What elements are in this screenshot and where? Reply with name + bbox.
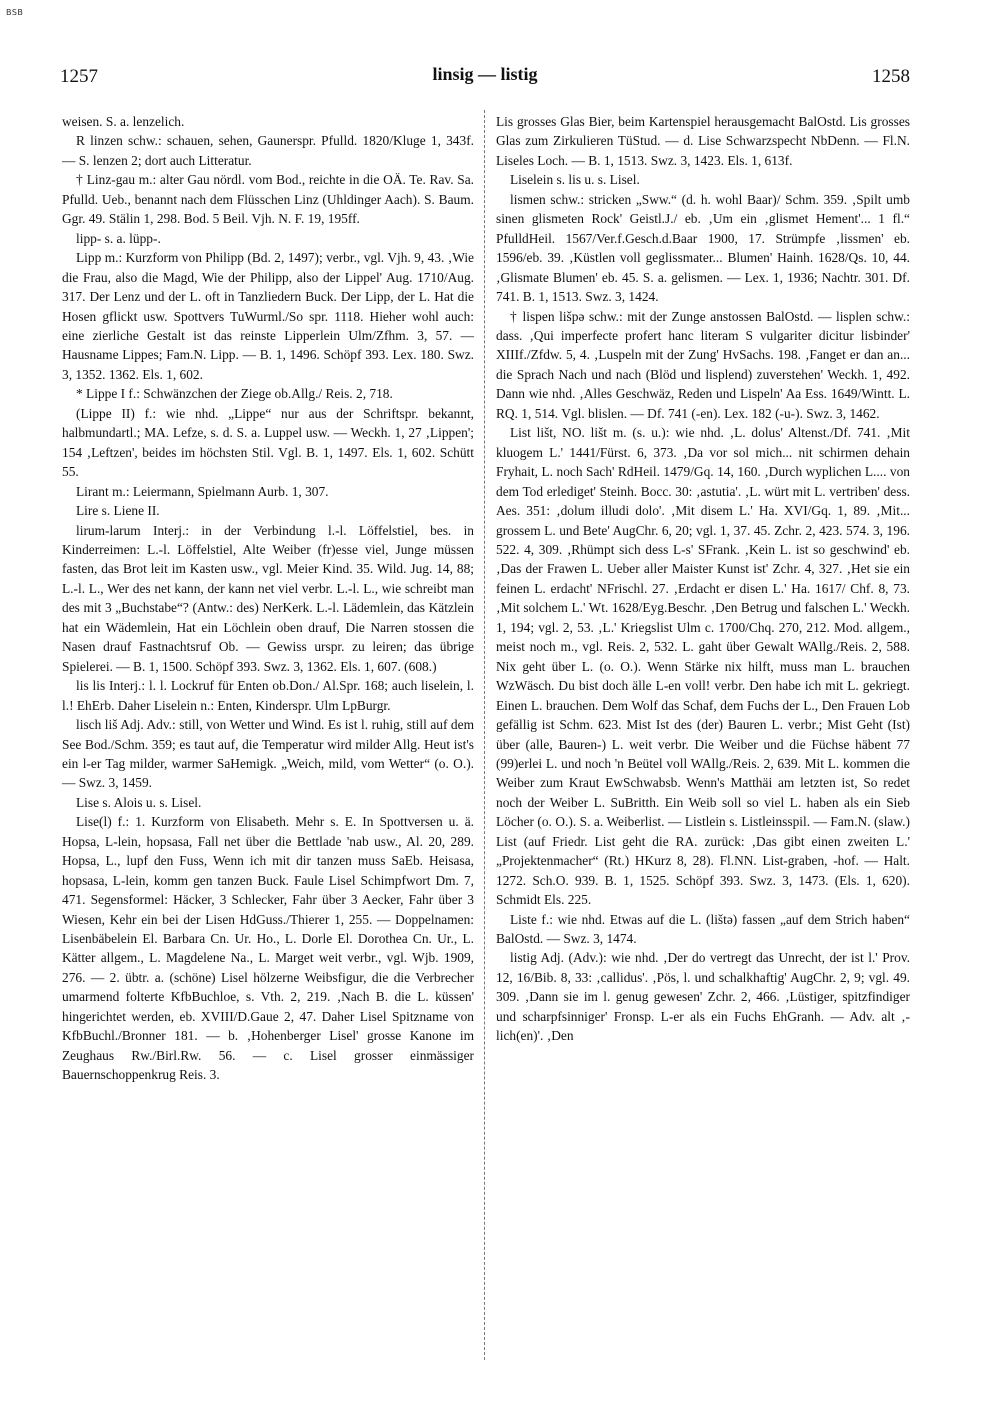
- entry-paragraph: † Linz-gau m.: alter Gau nördl. vom Bod., reichte in die OÄ. Te. Rav. Sa. Pfulld. Ueb., benannt nach dem Flüsschen Linz (Uhldinger Aach). S. Baum. Ggr. 49. Stälin 1, 298. Bod. 5 Beil. Vjh. N. F. 19, 195ff.: [62, 172, 474, 227]
- entry-paragraph: Lipp m.: Kurzform von Philipp (Bd. 2, 1497); verbr., vgl. Vjh. 9, 43. ‚Wie die Frau, also die Magd, Wie der Philipp, also der Lippel' Aug. 1710/Aug. 317. Der Lenz und der L. oft in Tanzliedern Buck. Der Lipp, der L. Hat die Hosen gflickt usw. Spottvers TuWurml./So spr. 1118. Hieher wohl auch: eine zierliche Gestalt ist das reinste Lipperlein Ulm/Zfhm. 3, 57. — Hausname Lippes; Fam.N. Lipp. — B. 1, 1496. Schöpf 393. Lex. 180. Swz. 3, 1352. 1362. Els. 1, 602.: [62, 250, 474, 382]
- entry-paragraph: weisen. S. a. lenzelich.: [62, 114, 185, 129]
- page-header: [60, 66, 910, 90]
- entry-paragraph: lirum-larum Interj.: in der Verbindung l.-l. Löffelstiel, bes. in Kinderreimen: L.-l. Löffelstiel, Alte Weiber (fr)esse viel, Junge müssen fasten, das Brot leit im Kasten usw., vgl. Meier Kind. 35. Wild. Jug. 14, 88; L.-l. L., Wer des net kann, der kann net viel verbr. L.-l. L., wie schreibt man des mit 3 „Buchstabe“? (Antw.: des) NerKerk. L.-l. Lädemlein, das Kätzlein hat ein Wädemlein, Hat ein Löchlein oben drauf, Die Narren stossen die Nasen drauf Fastnachtsruf Ob. — Gewiss urspr. zu leiren; das übrige Spielerei. — B. 1, 1500. Schöpf 393. Swz. 3, 1362. Els. 1, 607. (608.): [62, 522, 474, 674]
- entry-paragraph: List lišt, NO. lišt m. (s. u.): wie nhd. ‚L. dolus' Altenst./Df. 741. ‚Mit kluogem L.' 1441/Fürst. 6, 373. ‚Da vor sol mich... nit schirmen dehain Fryhait, L. noch Sach' RdHeil. 1479/Gq. 14, 160. ‚Durch wyplichen L.... von dem Tod erlediget' Steinh. Bocc. 30: ‚astutia'. ‚L. würt mit L. vertriben' dess. Aes. 351: ‚dolum illudi dolo'. ‚Mit disem L.' Ha. XVI/Gq. 1, 89. ‚Mit... grossem L. und Bete' AugChr. 6, 20; vgl. 1, 37. 45. Zchr. 2, 423. 574. 3, 196. 522. 4, 309. ‚Rhümpt sich dess L-s' SFrank. ‚Kein L. ist so geschwind' eb. ‚Das der Frawen L. Ueber aller Maister Kunst ist' Zchr. 4, 327. ‚Het sie ein feinen L. erdacht' NFrischl. 27. ‚Erdacht er disen L.' Ha. 1617/ Chf. 8, 73. ‚Mit solchem L.' Wt. 1628/Eyg.Beschr. ‚Den Betrug und falschen L.' Weckh. 1, 194; vgl. 2, 53. ‚L.' Kriegslist Ulm c. 1700/Chq. 270, 212. Mod. allgem., meist noch m., vgl. Reis. 2, 532. L. gaht über Gewalt WAllg./Reis. 2, 588. Nix geht über L. (o. O.). Wenn Stärke nix hilft, muss man L. brauchen WzWäsch. Du bist doch älle L-en voll! verbr. Den habe ich mit L. gekriegt. Einen L. brauchen. Dem Wolf das Schaf, dem Fuchs der L., Den Frauen Lob gefällig ist Schm. 623. Mist Ist des (der) Bauren L. verbr.; Mist Geht (Ist) über (alle, Bauren-) L. weit verbr. Die Weiber und die Füchse häbent 77 (99)erlei L. und noch 'n Beütel voll WAllg./Reis. 2, 639. Mit L. kommen die Weiber zum Kraut EwSchwabsb. Wenn's Matthäi am letzten ist, So redet noch der Weiber L. SuBritth. Ein Weib soll so viel L. haben als ein Sieb Löcher (o. O.). S. a. Weiberlist. — Listlein s. Listleinsspil. — Fam.N. (slaw.) List (auf Friedr. List geht die RA. zurück: ‚Das gibt einen zweiten L.' „Projektenmacher“ (Rt.) HKurz 8, 28). Fl.NN. List-graben, -hof. — Halt. 1272. Sch.O. 939. B. 1, 1525. Schöpf 393. Swz. 3, 1473. (Els. 1, 620). Schmidt Els. 225.: [496, 425, 910, 908]
- column-divider: [484, 110, 485, 1360]
- entry-paragraph: lisch liš Adj. Adv.: still, von Wetter und Wind. Es ist l. ruhig, still auf dem See Bod./Schm. 359; es taut auf, die Temperatur wird milder Allg. Heut ist's ein l-er Tag milder, warmer SaHemigk. „Weich, mild, vom Wetter“ (o. O.). — Swz. 3, 1459.: [62, 717, 474, 791]
- page-number-right: 1258: [872, 66, 910, 87]
- entry-paragraph: lipp- s. a. lüpp-.: [76, 230, 161, 246]
- library-watermark: BSB: [6, 8, 24, 17]
- entry-paragraph: R linzen schw.: schauen, sehen, Gaunerspr. Pfulld. 1820/Kluge 1, 343f. — S. lenzen 2; dort auch Litteratur.: [62, 133, 474, 168]
- right-column: [496, 112, 910, 1046]
- entry-paragraph: Lise s. Alois u. s. Lisel.: [76, 794, 202, 810]
- entry-paragraph: listig Adj. (Adv.): wie nhd. ‚Der do vertregt das Unrecht, der ist l.' Prov. 12, 16/Bib. 8, 33: ‚callidus'. ‚Pös, l. und schalkhaftig' AugChr. 2, 9; vgl. 49. 309. ‚Dann sie im l. genug gewesen' Zchr. 2, 466. ‚Lüstiger, spitzfindiger und scharpfsinniger' Fronsp. L-er als ein Fuchs EhGranh. — Adv. alt ‚-lich(en)'. ‚Den: [496, 950, 910, 1044]
- entry-paragraph: Lis grosses Glas Bier, beim Kartenspiel herausgemacht BalOstd. Lis grosses Glas zum Zirkulieren TüStud. — d. Lise Schwarzspecht NbDenn. — Fl.N. Liseles Loch. — B. 1, 1513. Swz. 3, 1423. Els. 1, 613f.: [496, 114, 910, 168]
- left-column: [62, 112, 474, 1085]
- entry-paragraph: lis lis Interj.: l. l. Lockruf für Enten ob.Don./ Al.Spr. 168; auch liselein, l. l.! EhErb. Daher Liselein n.: Enten, Kinderspr. Ulm LpBurgr.: [62, 678, 474, 713]
- running-title: linsig — listig: [432, 64, 538, 84]
- entry-paragraph: † lispen lišpə schw.: mit der Zunge anstossen BalOstd. — lisplen schw.: dass. ‚Qui imperfecte profert hanc literam S vulgariter dicitur lisbinder' XIIIf./Zfdw. 5, 4. ‚Luspeln mit der Zung' HvSachs. 198. ‚Fanget er dan an... die Sprach Nach und nach (Blöd und lisplend) zuverstehen' Weckh. 1, 492. Dann wie nhd. ‚Alles Geschwäz, Reden und Lispeln' Aa Ess. 1649/Wintt. L. RQ. 1, 514. Vgl. blislen. — Df. 741 (-en). Lex. 182 (-u-). Swz. 3, 1462.: [496, 308, 910, 421]
- entry-paragraph: * Lippe I f.: Schwänzchen der Ziege ob.Allg./ Reis. 2, 718.: [76, 386, 393, 402]
- entry-paragraph: Lirant m.: Leiermann, Spielmann Aurb. 1, 307.: [76, 483, 329, 499]
- entry-paragraph: (Lippe II) f.: wie nhd. „Lippe“ nur aus der Schriftspr. bekannt, halbmundartl.; MA. Lefze, s. d. S. a. Luppel usw. — Weckh. 1, 27 ‚Lippen'; 154 ‚Leftzen', beides im höchsten Stil. Vgl. B. 1, 1497. Els. 1, 602. Schütt 55.: [62, 405, 474, 480]
- entry-paragraph: Liselein s. lis u. s. Lisel.: [510, 172, 640, 188]
- entry-paragraph: lismen schw.: stricken „Sww.“ (d. h. wohl Baar)/ Schm. 359. ‚Spilt umb sinen glismeten Rock' Geistl.J./ eb. ‚Um ein ‚glismet Hement'... 1 fl.“ PfulldHeil. 1567/Ver.f.Gesch.d.Baar 1900, 17. Strümpfe ‚lissmen' eb. 1596/eb. 39. ‚Küstlen voll geglissmater... Blumen' Hainh. 1628/Qs. 10, 44. ‚Glismate Blumen' eb. 45. S. a. gelismen. — Lex. 1, 1936; Nachtr. 301. Df. 741. B. 1, 1513. Swz. 3, 1424.: [496, 191, 910, 305]
- page-number-left: 1257: [60, 66, 98, 87]
- entry-paragraph: Liste f.: wie nhd. Etwas auf die L. (lištə) fassen „auf dem Strich haben“ BalOstd. — Swz. 3, 1474.: [496, 911, 910, 947]
- entry-paragraph: Lise(l) f.: 1. Kurzform von Elisabeth. Mehr s. E. In Spottversen u. ä. Hopsa, L-lein, hopsasa, Fall net über die Bettlade 'nab usw., Al. 20, 289. Hopsa, L., lupf den Fuss, Wenn ich mit dir tanzen muss SaEb. Heisasa, hopsasa, L-lein, komm gen tanzen Buck. Faule Lisel Schimpfwort Dm. 7, 471. Segensformel: Häcker, 3 Schlecker, Fahr über 3 Aecker, Fahr über 3 Wiesen, Kehr ein bei der Lisen HdGuss./Thierer 1, 255. — Doppelnamen: Lisenbäbelein El. Barbara Cn. Ur. Ho., L. Dorle El. Dorothea Cn. Ur., L. Kätter allgem., L. Magdelene Na., L. Marget weit verbr., vgl. Wjb. 1909, 276. — 2. übtr. a. (schöne) Lisel hölzerne Weibsfigur, die die Verbrecher umarmend folterte KfbBuchloe, s. Vth. 2, 219. ‚Nach B. die L. küssen' hingerichtet werden, eb. XVIII/D.Gaue 2, 47. Daher Lisel Spitzname von KfbBuchl./Bronner 181. — b. ‚Hohenberger Lisel' grosse Kanone im Zeughaus Rw./Birl.Rw. 56. — c. Lisel grosser einmässiger Bauernschoppenkrug Reis. 3.: [62, 814, 474, 1083]
- entry-paragraph: Lire s. Liene II.: [76, 503, 160, 519]
